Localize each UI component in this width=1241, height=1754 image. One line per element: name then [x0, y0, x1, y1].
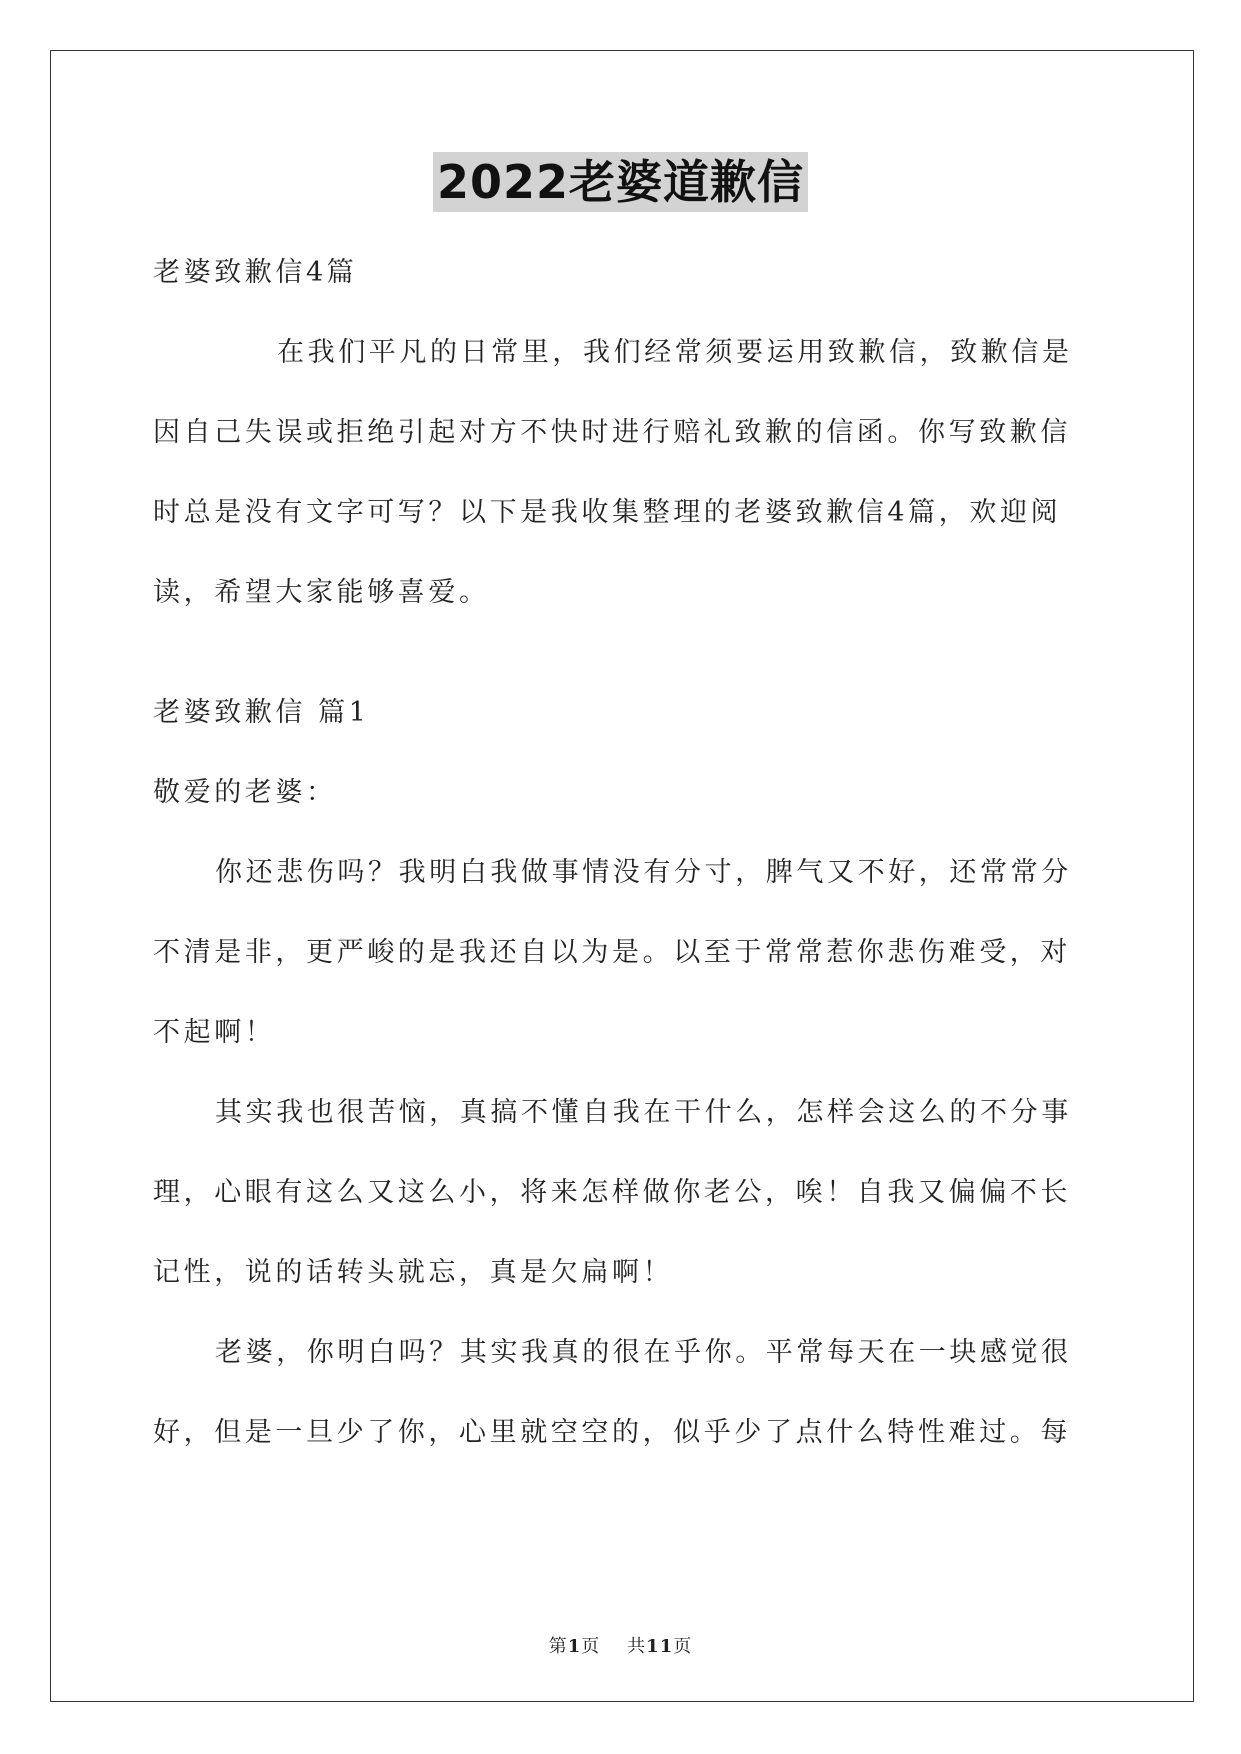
page-footer	[0, 1632, 1241, 1658]
paragraph-line: 不起啊！	[153, 1017, 276, 1048]
intro-line: 读，希望大家能够喜爱。	[153, 577, 490, 608]
document-body	[153, 233, 1093, 1473]
total-page-count: 11	[646, 1636, 674, 1657]
paragraph-line: 理，心眼有这么又这么小，将来怎样做你老公，唉！自我又偏偏不长	[153, 1177, 1071, 1208]
footer-page-suffix: 页	[581, 1636, 601, 1657]
section-heading: 老婆致歉信 篇1	[153, 697, 370, 728]
document-title: 2022老婆道歉信	[433, 152, 808, 212]
intro-line: 因自己失误或拒绝引起对方不快时进行赔礼致歉的信函。你写致歉信	[153, 417, 1071, 448]
salutation: 敬爱的老婆：	[153, 777, 337, 808]
paragraph-gap	[153, 633, 1093, 673]
paragraph-line: 不清是非，更严峻的是我还自以为是。以至于常常惹你悲伤难受，对	[153, 937, 1071, 968]
paragraph-line: 你还悲伤吗？我明白我做事情没有分寸，脾气又不好，还常常分	[215, 857, 1072, 888]
current-page-number: 1	[567, 1636, 582, 1657]
paragraph-line: 老婆，你明白吗？其实我真的很在乎你。平常每天在一块感觉很	[215, 1337, 1072, 1368]
footer-prefix: 第	[548, 1636, 568, 1657]
intro-line: 时总是没有文字可写？以下是我收集整理的老婆致歉信4篇，欢迎阅	[153, 497, 1062, 528]
footer-total-suffix: 页	[673, 1636, 693, 1657]
title-container	[0, 152, 1241, 212]
footer-total-prefix: 共	[627, 1636, 647, 1657]
paragraph-line: 记性，说的话转头就忘，真是欠扁啊！	[153, 1257, 674, 1288]
intro-line: 在我们平凡的日常里，我们经常须要运用致歉信，致歉信是	[277, 337, 1073, 368]
paragraph-line: 其实我也很苦恼，真搞不懂自我在干什么，怎样会这么的不分事	[215, 1097, 1072, 1128]
paragraph-line: 好，但是一旦少了你，心里就空空的，似乎少了点什么特性难过。每	[153, 1417, 1071, 1448]
subtitle: 老婆致歉信4篇	[153, 257, 358, 288]
